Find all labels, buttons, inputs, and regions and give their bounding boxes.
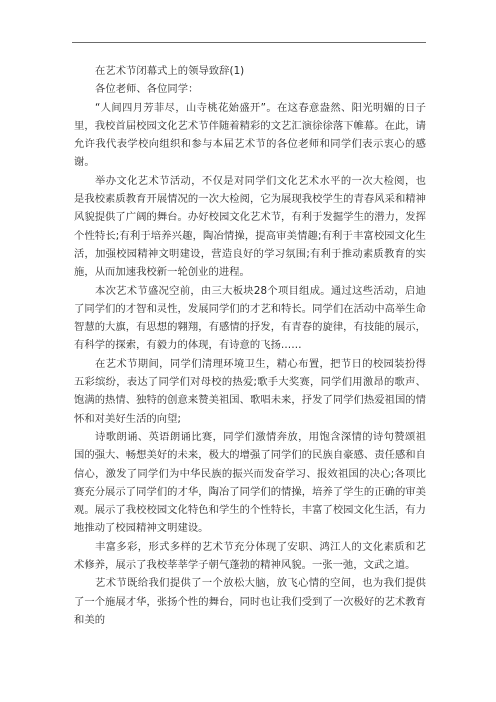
document-body <box>74 62 426 629</box>
greeting-line: 各位老师、各位同学： <box>95 83 199 96</box>
paragraph-6: 丰富多彩，形式多样的艺术节充分体现了安职、鸿江人的文化素质和艺术修养，展示了我校莘莘学子朝气蓬勃的精神风貌。一张一弛，文武之道。 <box>74 540 426 572</box>
paragraph-1: “人间四月芳菲尽，山寺桃花始盛开”。在这春意盎然、阳光明媚的日子里，我校首届校园文化艺术节伴随着精彩的文艺汇演徐徐落下帷幕。在此，请允许我代表学校向组织和参与本届艺术节的各位老师和同学们表示衷心的感谢。 <box>74 101 426 169</box>
document-title: 在艺术节闭幕式上的领导致辞(1) <box>95 65 245 77</box>
paragraph-4: 在艺术节期间，同学们清理环境卫生，精心布置，把节日的校园装扮得五彩缤纷，表达了同学们对母校的热爱;歌手大奖赛，同学们用激昂的歌声、饱满的热情、独特的创意来赞美祖国、歌唱未来，抒发了同学们热爱祖国的情怀和对美好生活的向望; <box>74 357 426 425</box>
paragraph-7: 艺术节既给我们提供了一个放松大脑，放飞心情的空间，也为我们提供了一个施展才华，张扬个性的舞台，同时也让我们受到了一次极好的艺术教育和美的 <box>74 577 426 626</box>
paragraph-3: 本次艺术节盛况空前，由三大板块28个项目组成。通过这些活动，启迪了同学们的才智和灵性，发展同学们的才艺和特长。同学们在活动中高举生命智慧的大旗，有思想的翱翔，有感情的抒发，有青春的旋律，有技能的展示，有科学的探索，有毅力的体现，有诗意的飞扬…… <box>74 284 426 352</box>
paragraph-5: 诗歌朗诵、英语朗诵比赛，同学们激情奔放，用饱含深情的诗句赞颂祖国的强大、畅想美好的未来，极大的增强了同学们的民族自豪感、责任感和自信心，激发了同学们为中华民族的振兴而发奋学习、报效祖国的决心;各项比赛充分展示了同学们的才华，陶冶了同学们的情操，培养了学生的正确的审美观。展示了我校校园文化特色和学生的个性特长，丰富了校园文化生活，有力地推动了校园精神文明建设。 <box>74 430 426 535</box>
paragraph-2: 举办文化艺术节活动，不仅是对同学们文化艺术水平的一次大检阅，也是我校素质教育开展情况的一次大检阅，它为展现我校学生的青春风采和精神风貌提供了广阔的舞台。办好校园文化艺术节，有利于发掘学生的潜力，发挥个性特长;有利于培养兴趣，陶冶情操，提高审美情趣;有利于丰富校园文化生活，加强校园精神文明建设，营造良好的学习氛围;有利于推动素质教育的实施，从而加速我校新一轮创业的进程。 <box>74 174 426 279</box>
header-rule <box>72 42 426 43</box>
